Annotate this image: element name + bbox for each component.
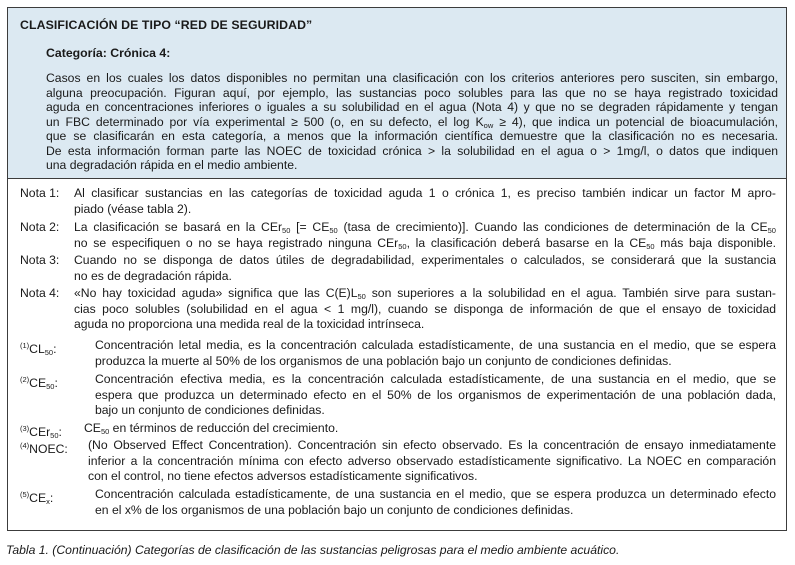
def-text: Concentración letal media, es la concentración calculada estadísticamente, de una sustancia en el medio, que se espera <box>95 338 776 352</box>
desc-line: alguna preocupación. Figuran aquí, por ejemplo, las sustancias poco solubles para las que no se haya registrado toxicidad <box>46 85 778 100</box>
classification-table <box>7 7 787 531</box>
category-heading: Categoría: Crónica 4: <box>46 46 171 60</box>
def-text: espera que produzca un determinado efecto en el 50% de los organismos de experimentación de una población dada, <box>95 387 776 402</box>
safety-net-box <box>8 8 786 179</box>
note-text: aguda no proporciona una medida real de la toxicidad intrínseca. <box>74 317 425 331</box>
note-text: «No hay toxicidad aguda» significa que las $C(E)L_{50}$ son superiores a la solubilidad en el agua. También sirve para sustan- <box>74 286 776 301</box>
def-text: $CE_{50}$ en términos de reducción del crecimiento. <box>84 421 339 436</box>
def-text: bajo un conjunto de condiciones definidas. <box>95 403 325 417</box>
note-label: Nota 3: <box>20 253 60 267</box>
desc-line: De esta información forman parte las NOEC de toxicidad crónica > la solubilidad en el agua o > 1mg/l, o datos que indiquen <box>46 143 778 158</box>
def-text: con el control, no tiene efectos adversos estadísticamente significativos. <box>88 469 478 483</box>
table-caption: Tabla 1. (Continuación) Categorías de clasificación de las sustancias peligrosas para el medio ambiente acuático. <box>6 543 620 557</box>
def-text: (No Observed Effect Concentration). Concentración sin efecto observado. Es la concentración de ensayo inmediatamente <box>88 438 776 452</box>
note-label: Nota 4: <box>20 286 60 300</box>
desc-line: Casos en los cuales los datos disponibles no permitan una clasificación con los criterios anteriores pero susciten, sin embargo, <box>46 71 778 85</box>
box-title: CLASIFICACIÓN DE TIPO “RED DE SEGURIDAD” <box>20 18 313 32</box>
def-label: $^{(2)}CE_{50}$: <box>20 375 58 392</box>
desc-line: una degradación rápida en el medio ambiente. <box>46 158 298 172</box>
note-text: piado (véase tabla 2). <box>74 201 192 216</box>
desc-line: aguda en concentraciones inferiores o iguales a su solubilidad en el agua (Nota 4) y que no se degraden rápidamente y tengan <box>46 100 778 114</box>
note-text: no es de degradación rápida. <box>74 268 232 283</box>
def-label: $^{(4)}$NOEC: <box>20 441 68 457</box>
desc-line: que se clasificarán en esta categoría, a menos que la información científica demuestre que la clasificación no es necesaria. <box>46 129 778 143</box>
def-text: produzca la muerte al 50% de los organismos de una población bajo un conjunto de condiciones definidas. <box>95 353 672 368</box>
note-text: no se especifiquen o no se haya registrado ninguna CEr$_{50}$, la clasificación deberá basarse en la $CE_{50}$ más baja disponible. <box>74 235 777 251</box>
def-text: en el x% de los organismos de una población bajo un conjunto de condiciones definidas. <box>95 502 574 517</box>
note-text: cias poco solubles (solubilidad en el agua < 1 mg/l), cuando se disponga de información de que el ensayo de toxicidad <box>74 301 776 316</box>
note-text: Al clasificar sustancias en las categorías de toxicidad aguda 1 o crónica 1, es preciso también indicar un factor M apro- <box>74 186 776 200</box>
note-text: La clasificación se basará en la CEr$_{50}$ [= $CE_{50}$ (tasa de crecimiento)]. Cuando las condiciones de determinación de la $CE_{50}$ <box>74 220 776 235</box>
def-label: $^{(5)}CE_x$: <box>20 490 54 507</box>
def-label: $^{(1)}CL_{50}$: <box>20 341 57 358</box>
category-description <box>46 71 778 173</box>
def-text: inferior a la concentración mínima con efecto adverso observado estadísticamente significativo. La NOEC en comparación <box>88 453 776 468</box>
note-text: Cuando no se disponga de datos útiles de degradabilidad, experimentales o calculados, se considerará que la sustancia <box>74 253 776 267</box>
desc-line: un FBC determinado por vía experimental ≥ 500 (o, en su defecto, el $\log K_{ow} \ge 4$), que indica un potencial de bioacumulación, <box>46 114 778 130</box>
note-label: Nota 1: <box>20 186 60 200</box>
def-label: $^{(3)}$CEr$_{50}$: <box>20 424 62 441</box>
def-text: Concentración calculada estadísticamente, de una sustancia en el medio, que se espera produzca un determinado efecto <box>95 487 776 501</box>
def-text: Concentración efectiva media, es la concentración calculada estadísticamente, de una sustancia en el medio, que se <box>95 372 776 386</box>
note-label: Nota 2: <box>20 220 60 234</box>
